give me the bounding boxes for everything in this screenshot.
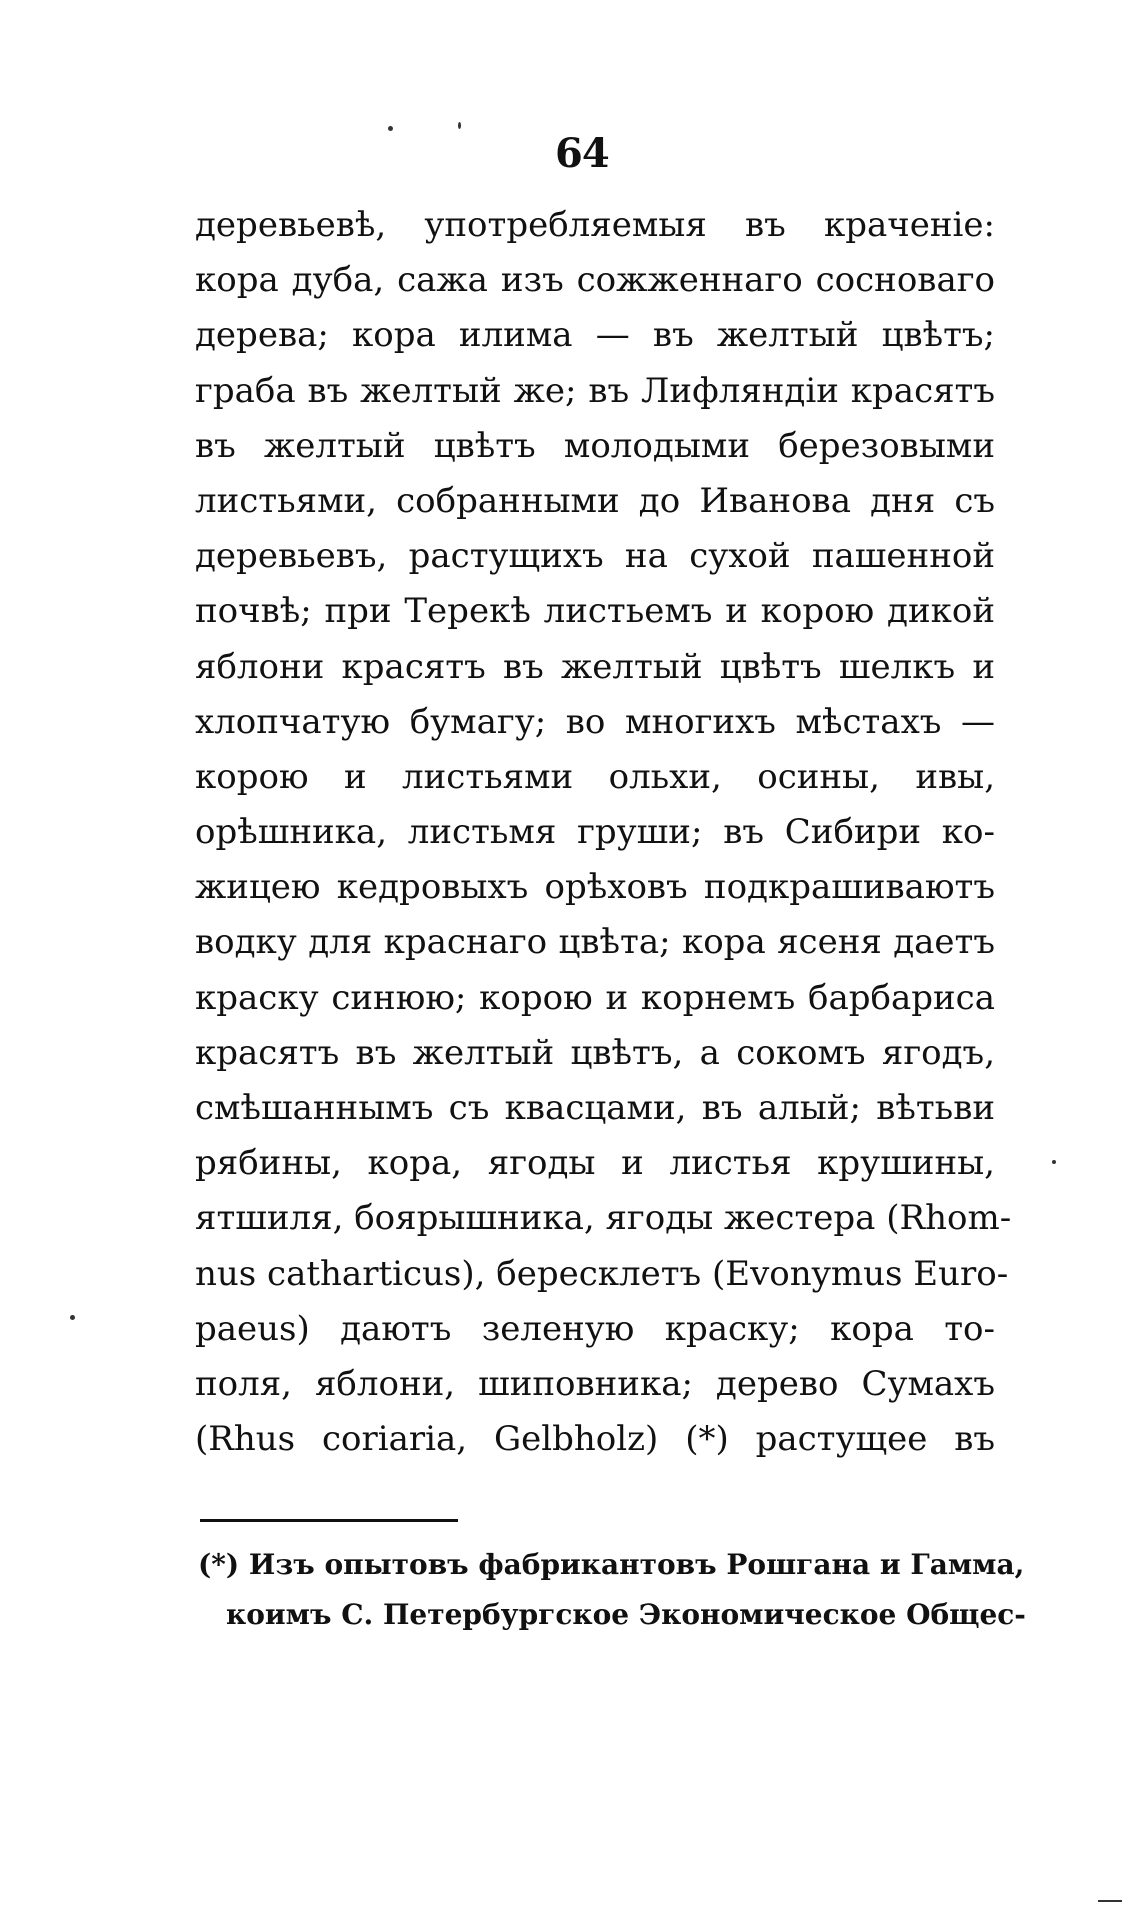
text-line: смѣшаннымъ съ квасцами, въ алый; вѣтьви [195, 1088, 995, 1128]
text-line: деревьевѣ, употребляемыя въ краченіе: [195, 205, 995, 245]
text-line: красятъ въ желтый цвѣтъ, а сокомъ ягодъ, [195, 1032, 995, 1073]
scan-speck [70, 1315, 75, 1320]
footnote-separator-rule [200, 1519, 458, 1522]
text-line: водку для краснаго цвѣта; кора ясеня даетъ [195, 922, 995, 963]
text-line: жицею кедровыхъ орѣховъ подкрашиваютъ [195, 867, 995, 908]
footnote-line: коимъ С. Петербургское Экономическое Общес- [226, 1598, 1026, 1631]
scan-speck [1052, 1160, 1056, 1164]
text-line: (Rhus coriaria, Gelbholz) (*) растущее въ [195, 1419, 995, 1460]
text-line: въ желтый цвѣтъ молодыми березовыми [195, 425, 995, 466]
text-line: paeus) даютъ зеленую краску; кора то- [195, 1308, 995, 1349]
text-line: дерева; кора илима — въ желтый цвѣтъ; [195, 315, 995, 356]
text-line: рябины, кора, ягоды и листья крушины, [195, 1143, 995, 1184]
text-line: граба въ желтый же; въ Лифляндіи красятъ [195, 370, 995, 411]
page-number: 64 [555, 130, 609, 177]
text-line: листьями, собранными до Иванова дня съ [195, 480, 995, 521]
text-line: корою и листьями ольхи, осины, ивы, [195, 756, 995, 797]
scan-speck [458, 122, 461, 129]
scan-speck [388, 126, 393, 131]
text-line: nus catharticus), бересклетъ (Evonymus Euro- [195, 1253, 1009, 1294]
text-line: деревьевъ, растущихъ на сухой пашенной [195, 536, 995, 577]
text-line: почвѣ; при Терекѣ листьемъ и корою дикой [195, 591, 995, 632]
text-line: орѣшника, листьмя груши; въ Сибири ко- [195, 812, 995, 853]
text-line: краску синюю; корою и корнемъ барбариса [195, 977, 995, 1018]
scan-speck [1098, 1900, 1122, 1902]
text-line: хлопчатую бумагу; во многихъ мѣстахъ — [195, 701, 995, 742]
text-line: кора дуба, сажа изъ сожженнаго сосноваго [195, 260, 995, 301]
text-line: ятшиля, боярышника, ягоды жестера (Rhom- [195, 1198, 1012, 1239]
footnote-line: (*) Изъ опытовъ фабрикантовъ Рошгана и Гамма, [198, 1548, 1025, 1581]
text-line: поля, яблони, шиповника; дерево Сумахъ [195, 1363, 995, 1404]
text-line: яблони красятъ въ желтый цвѣтъ шелкъ и [195, 646, 995, 687]
main-text-block [195, 198, 1012, 1467]
footnote-block [198, 1540, 1026, 1640]
